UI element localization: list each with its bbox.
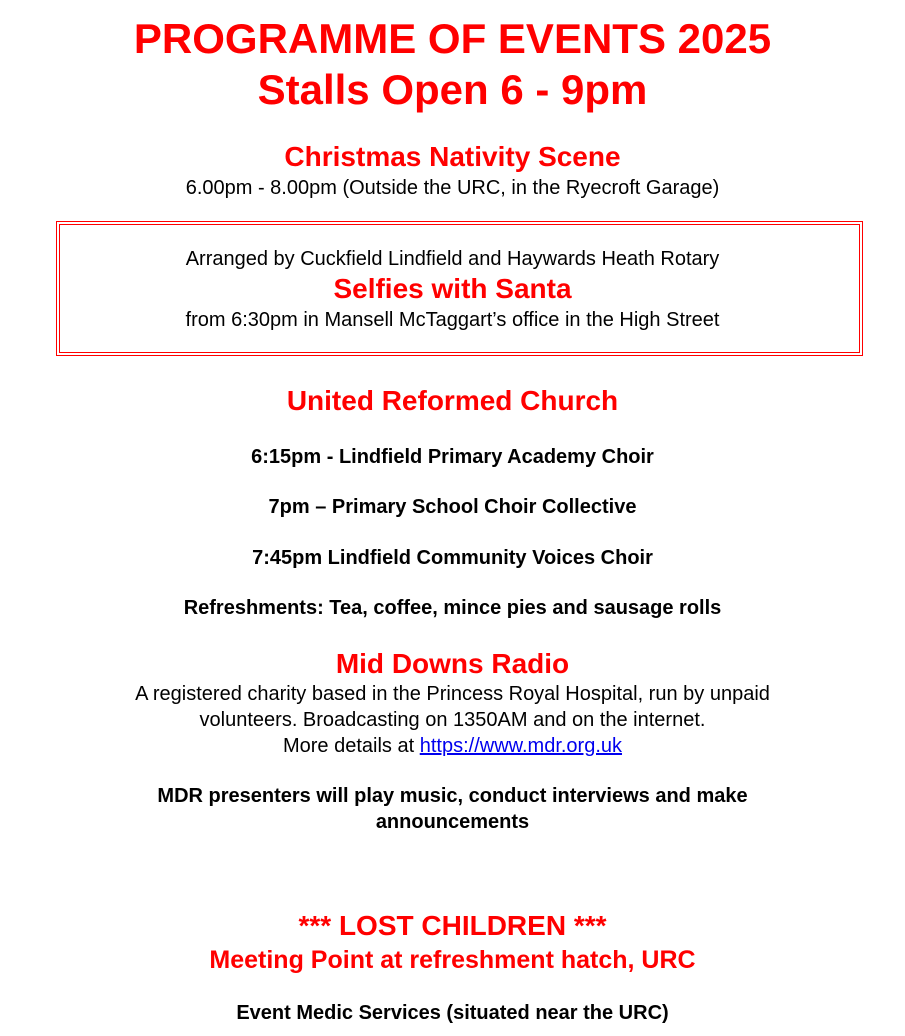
page-title: PROGRAMME OF EVENTS 2025: [133, 15, 772, 62]
santa-heading: Selfies with Santa: [333, 273, 572, 304]
nativity-details: 6.00pm - 8.00pm (Outside the URC, in the Ryecroft Garage): [185, 177, 720, 199]
page-subtitle: Stalls Open 6 - 9pm: [257, 66, 648, 113]
more-details-label: More details at: [282, 735, 420, 757]
mdr-website-link[interactable]: https://www.mdr.org.uk: [419, 735, 623, 757]
radio-heading: Mid Downs Radio: [335, 648, 570, 679]
radio-more-details: [0, 733, 905, 759]
santa-details: from 6:30pm in Mansell McTaggart’s office in the High Street: [185, 309, 720, 331]
urc-item: 6:15pm - Lindfield Primary Academy Choir: [251, 446, 654, 468]
radio-description-line1: A registered charity based in the Princess Royal Hospital, run by unpaid: [135, 683, 770, 705]
urc-item: 7:45pm Lindfield Community Voices Choir: [252, 547, 653, 569]
nativity-heading: Christmas Nativity Scene: [284, 141, 621, 172]
lost-children-heading: *** LOST CHILDREN ***: [298, 910, 607, 941]
radio-presenters-line2: announcements: [375, 811, 530, 833]
urc-heading: United Reformed Church: [286, 385, 619, 416]
santa-arranged-by: Arranged by Cuckfield Lindfield and Haywards Heath Rotary: [185, 248, 720, 270]
medic-services: Event Medic Services (situated near the URC): [236, 1002, 669, 1024]
lost-children-meeting-point: Meeting Point at refreshment hatch, URC: [209, 946, 696, 974]
radio-description-line2: volunteers. Broadcasting on 1350AM and on the internet.: [199, 709, 706, 731]
radio-presenters-line1: MDR presenters will play music, conduct interviews and make: [157, 785, 748, 807]
urc-item: 7pm – Primary School Choir Collective: [268, 496, 637, 518]
urc-refreshments: Refreshments: Tea, coffee, mince pies and sausage rolls: [183, 597, 722, 619]
